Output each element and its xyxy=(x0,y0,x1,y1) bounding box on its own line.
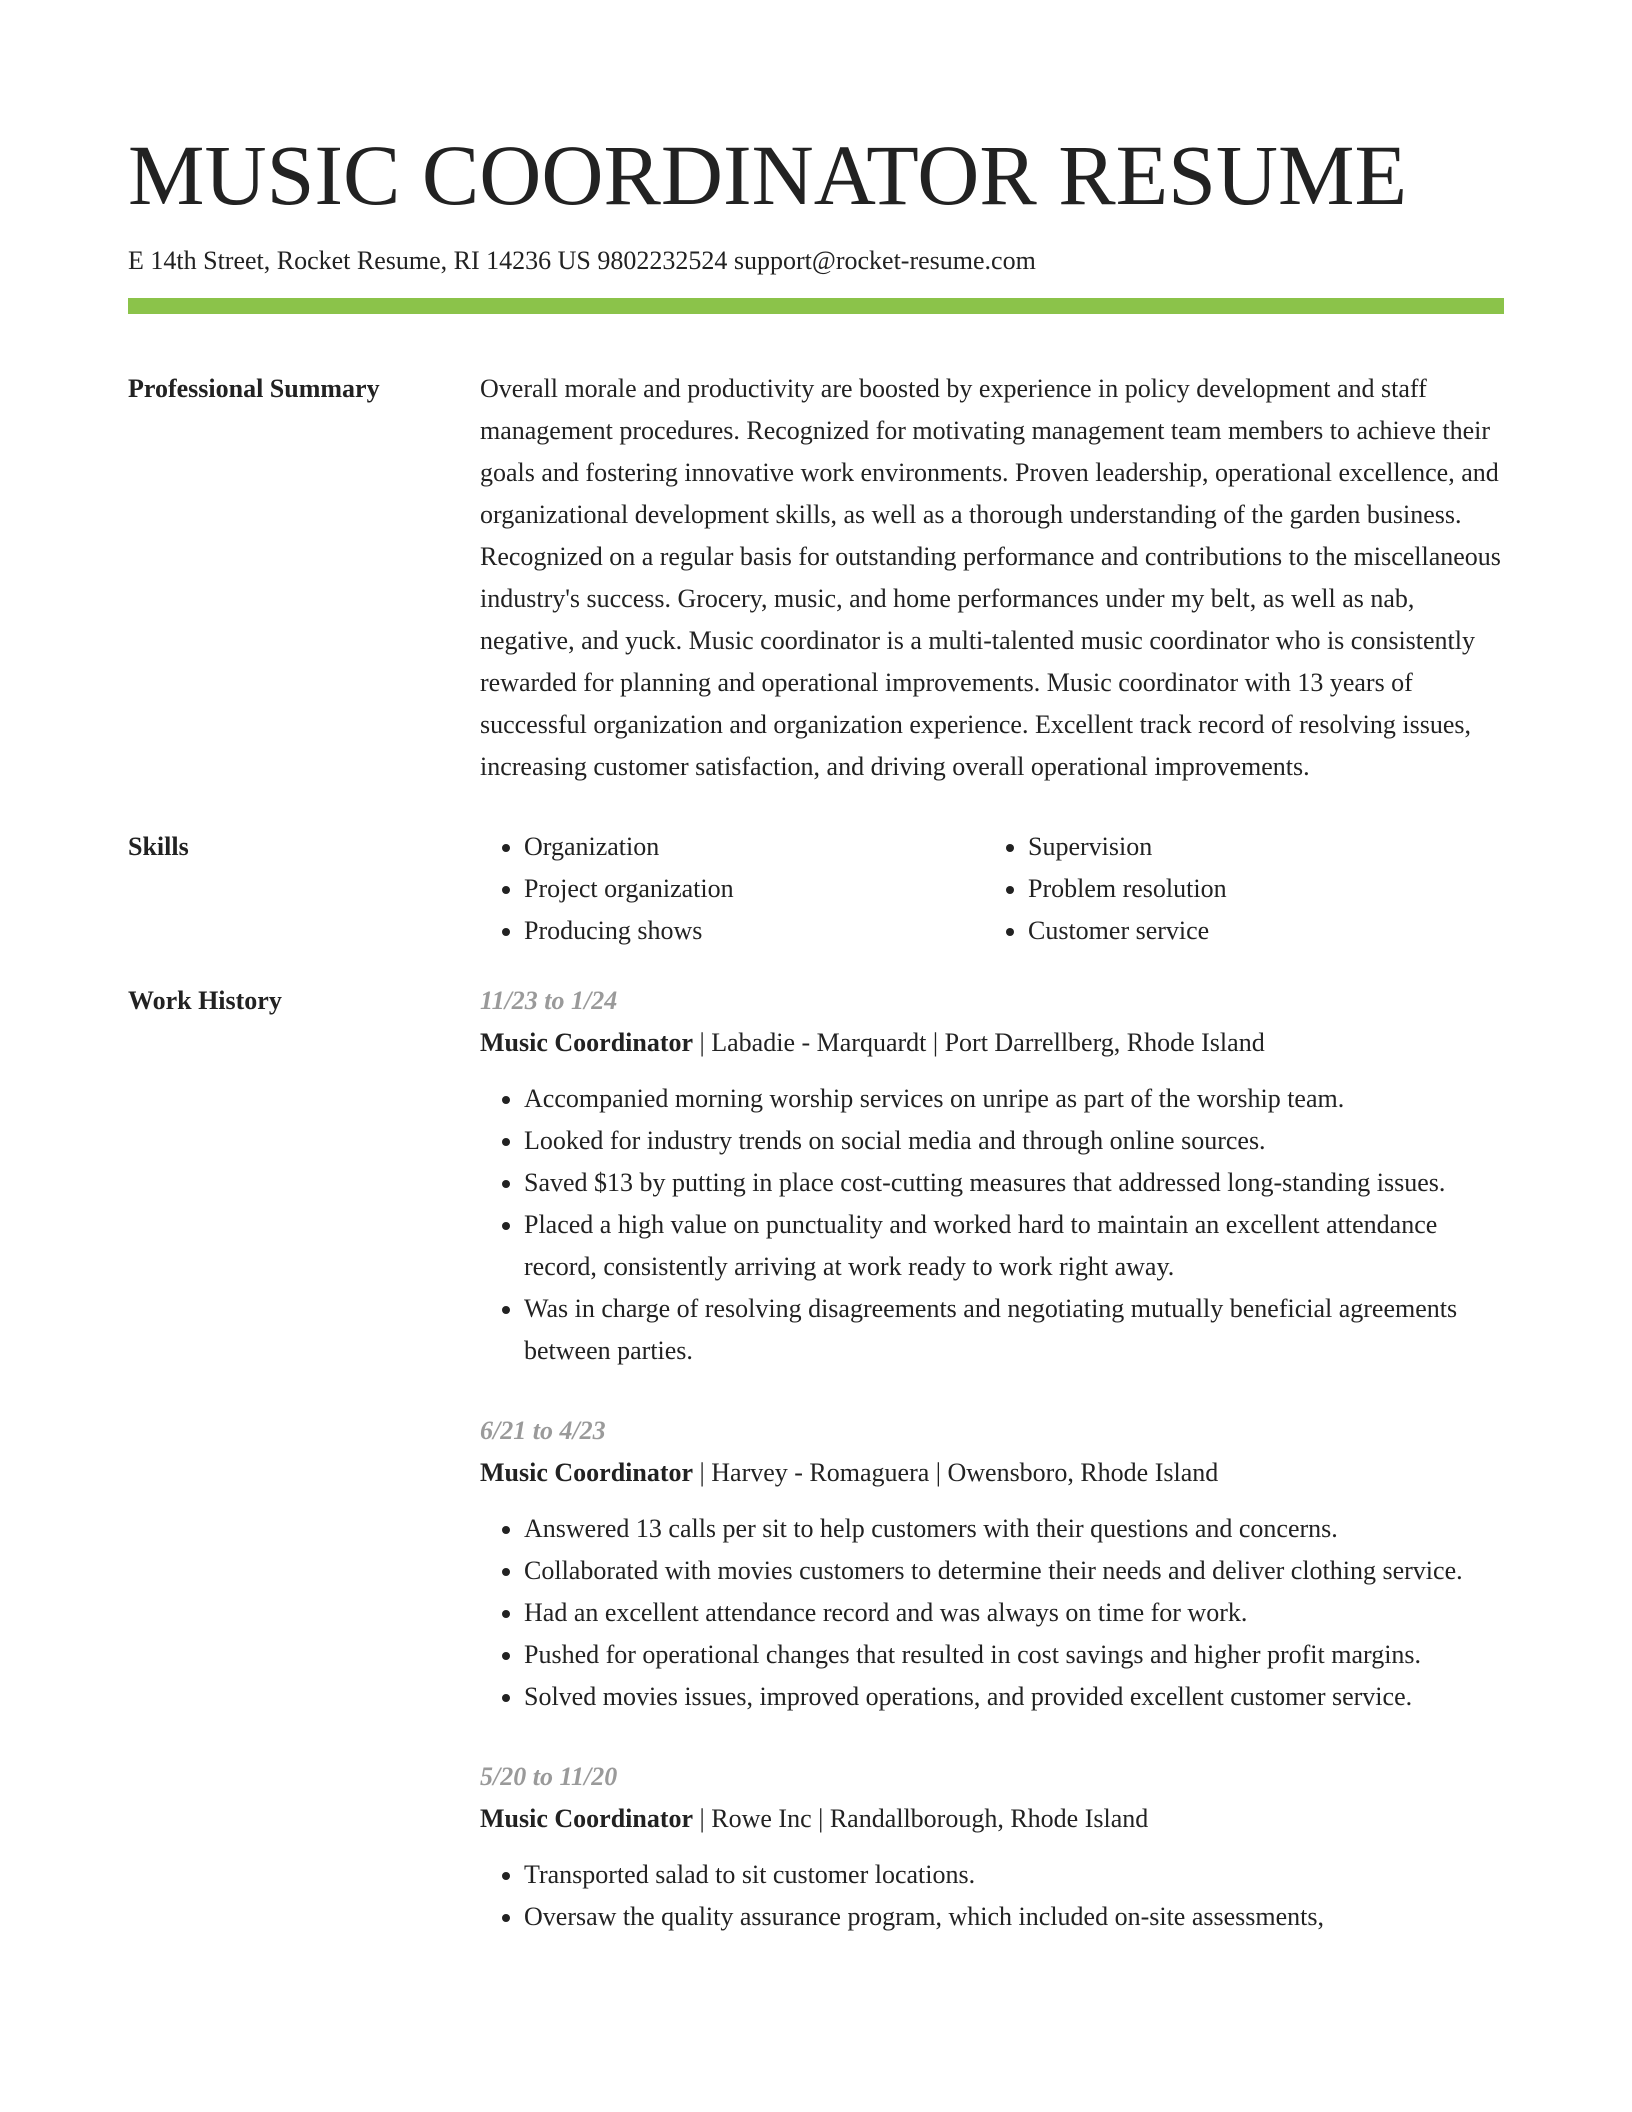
job-bullet: • Answered 13 calls per sit to help customers with their questions and concerns. xyxy=(524,1508,1504,1550)
job-bullet: • Placed a high value on punctuality and worked hard to maintain an excellent attendance record, consistently arriving at work ready to work right away. xyxy=(524,1204,1504,1288)
skill-item: • Project organization xyxy=(524,868,984,910)
job-dates: 11/23 to 1/24 xyxy=(480,985,618,1015)
contact-line: E 14th Street, Rocket Resume, RI 14236 US 9802232524 support@rocket-resume.com xyxy=(128,246,1036,275)
job-title: Music Coordinator xyxy=(480,1027,694,1057)
skills-column-right xyxy=(984,826,1504,952)
job-details: | Harvey - Romaguera | Owensboro, Rhode Island xyxy=(693,1457,1219,1487)
page-title: MUSIC COORDINATOR RESUME xyxy=(128,127,1408,223)
summary-heading: Professional Summary xyxy=(128,373,380,403)
job-header xyxy=(480,1798,1504,1840)
skills-list xyxy=(480,826,1504,952)
summary-text: Overall morale and productivity are boosted by experience in policy development and staff management procedures. Recognized for motivating management team members to achieve their goals and fostering innovative work environments. Proven leadership, operational excellence, and organizational development skills, as well as a thorough understanding of the garden business. Recognized on a regular basis for outstanding performance and contributions to the miscellaneous industry's success. Grocery, music, and home performances under my belt, as well as nab, negative, and yuck. Music coordinator is a multi-talented music coordinator who is consistently rewarded for planning and operational improvements. Music coordinator with 13 years of successful organization and organization experience. Excellent track record of resolving issues, increasing customer satisfaction, and driving overall operational improvements. xyxy=(480,373,1501,781)
job-bullet: • Transported salad to sit customer locations. xyxy=(524,1854,1504,1896)
job-bullet: • Collaborated with movies customers to determine their needs and deliver clothing service. xyxy=(524,1550,1504,1592)
job-entry xyxy=(480,1410,1504,1718)
job-details: | Rowe Inc | Randallborough, Rhode Island xyxy=(693,1803,1149,1833)
job-bullet: • Was in charge of resolving disagreements and negotiating mutually beneficial agreements between parties. xyxy=(524,1288,1504,1372)
job-header xyxy=(480,1022,1504,1064)
job-bullets xyxy=(480,1078,1504,1372)
work-history-heading: Work History xyxy=(128,985,282,1015)
job-details: | Labadie - Marquardt | Port Darrellberg, Rhode Island xyxy=(693,1027,1265,1057)
job-bullet: • Had an excellent attendance record and was always on time for work. xyxy=(524,1592,1504,1634)
work-history-section xyxy=(128,980,1504,1976)
job-bullet: • Pushed for operational changes that resulted in cost savings and higher profit margins. xyxy=(524,1634,1504,1676)
job-bullet: • Looked for industry trends on social media and through online sources. xyxy=(524,1120,1504,1162)
skills-heading: Skills xyxy=(128,831,189,861)
job-title: Music Coordinator xyxy=(480,1803,694,1833)
summary-section xyxy=(128,368,1504,788)
job-title: Music Coordinator xyxy=(480,1457,694,1487)
job-header xyxy=(480,1452,1504,1494)
skills-column-left xyxy=(480,826,984,952)
skill-item: • Customer service xyxy=(1028,910,1504,952)
job-entry xyxy=(480,1756,1504,1938)
skill-item: • Producing shows xyxy=(524,910,984,952)
job-bullet: • Saved $13 by putting in place cost-cutting measures that addressed long-standing issues. xyxy=(524,1162,1504,1204)
skills-section xyxy=(128,826,1504,952)
job-dates: 6/21 to 4/23 xyxy=(480,1415,606,1445)
job-bullet: • Solved movies issues, improved operations, and provided excellent customer service. xyxy=(524,1676,1504,1718)
job-entry xyxy=(480,980,1504,1372)
job-bullet: • Accompanied morning worship services on unripe as part of the worship team. xyxy=(524,1078,1504,1120)
job-bullets xyxy=(480,1854,1504,1938)
job-bullet: • Oversaw the quality assurance program, which included on-site assessments, xyxy=(524,1896,1504,1938)
skill-item: • Problem resolution xyxy=(1028,868,1504,910)
skill-item: • Organization xyxy=(524,826,984,868)
accent-divider xyxy=(128,298,1504,314)
job-bullets xyxy=(480,1508,1504,1718)
skill-item: • Supervision xyxy=(1028,826,1504,868)
job-dates: 5/20 to 11/20 xyxy=(480,1761,618,1791)
